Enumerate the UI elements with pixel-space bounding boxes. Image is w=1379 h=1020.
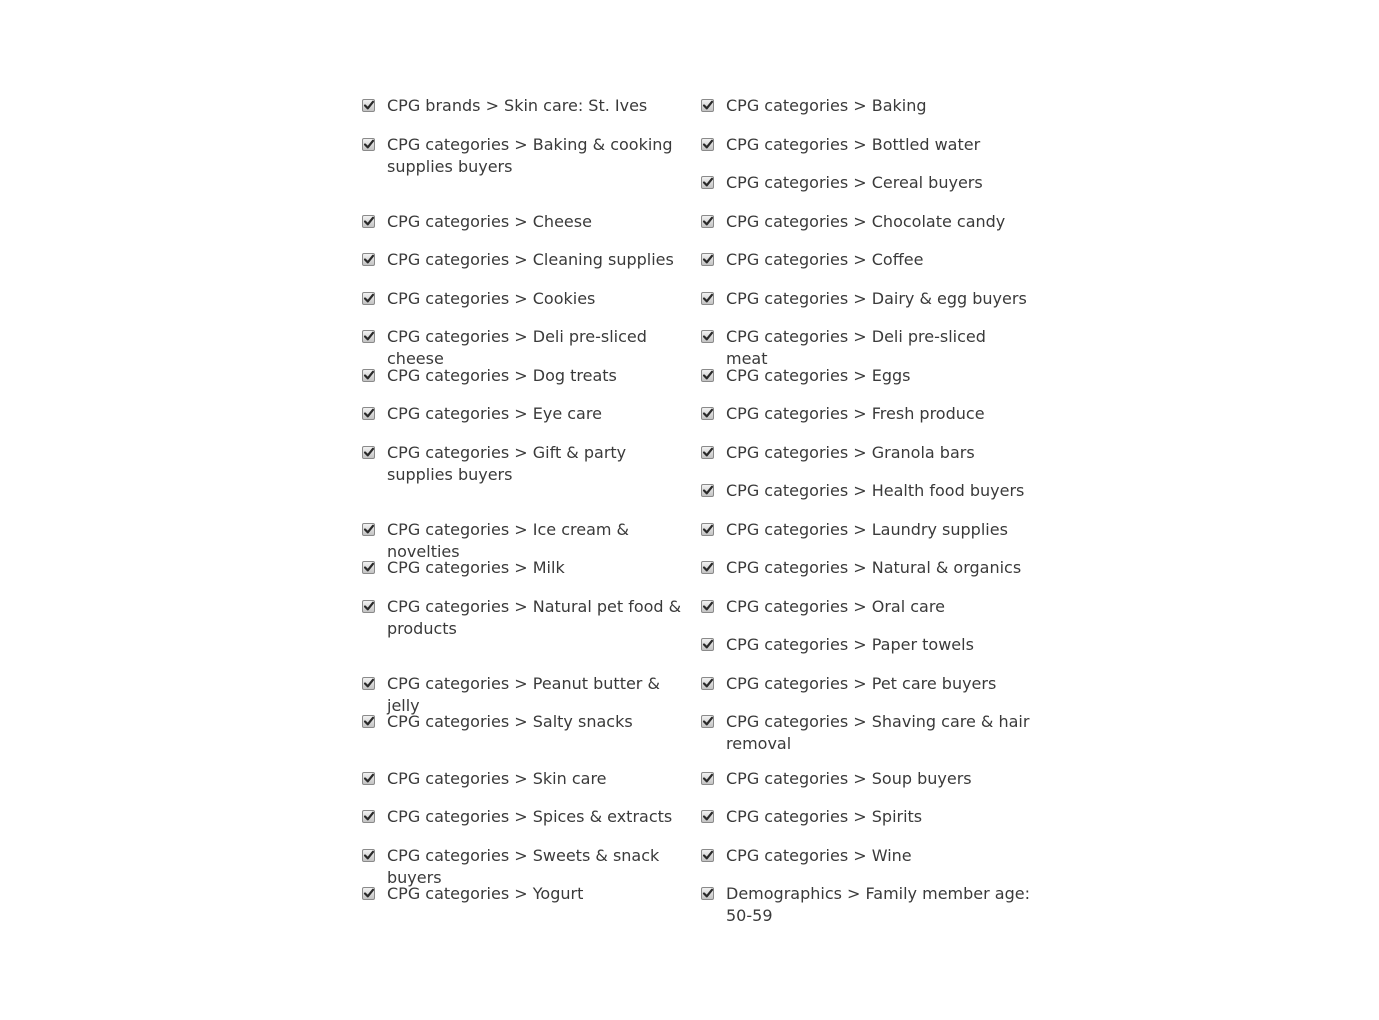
- checkbox[interactable]: [362, 810, 375, 823]
- checkbox[interactable]: [701, 253, 714, 266]
- checkbox-label: CPG categories > Shaving care & hair removal: [726, 712, 1030, 753]
- checkbox[interactable]: [701, 849, 714, 862]
- checkbox-item[interactable]: [362, 95, 692, 117]
- checkbox[interactable]: [701, 677, 714, 690]
- checkbox-item[interactable]: [362, 211, 692, 233]
- checkbox-item[interactable]: [362, 883, 692, 905]
- checkbox[interactable]: [362, 407, 375, 420]
- checkbox-label: CPG categories > Peanut butter & jelly: [387, 674, 660, 715]
- checkbox[interactable]: [362, 772, 375, 785]
- checkbox[interactable]: [701, 446, 714, 459]
- checkmark-icon: [701, 676, 715, 690]
- checkbox[interactable]: [701, 176, 714, 189]
- checkbox-item[interactable]: [362, 134, 692, 178]
- checkbox-item[interactable]: [362, 557, 692, 579]
- checkbox-item[interactable]: [362, 403, 692, 425]
- checkbox[interactable]: [362, 253, 375, 266]
- checkbox[interactable]: [362, 99, 375, 112]
- checkbox-label: CPG categories > Natural pet food & products: [387, 597, 682, 638]
- checkbox-item[interactable]: [701, 480, 1031, 502]
- checkbox-label: CPG categories > Dairy & egg buyers: [726, 289, 1027, 308]
- checkmark-icon: [701, 368, 715, 382]
- checkmark-icon: [701, 445, 715, 459]
- checkmark-icon: [701, 714, 715, 728]
- checkmark-icon: [701, 848, 715, 862]
- checkbox-item[interactable]: [701, 249, 1031, 271]
- checkbox-label: CPG categories > Soup buyers: [726, 769, 972, 788]
- checkbox-label: CPG categories > Coffee: [726, 250, 924, 269]
- checkbox-label: CPG categories > Baking: [726, 96, 927, 115]
- checkbox-item[interactable]: [362, 365, 692, 387]
- checkbox[interactable]: [701, 887, 714, 900]
- checkbox[interactable]: [362, 330, 375, 343]
- checkbox-label: CPG categories > Eggs: [726, 366, 911, 385]
- checkmark-icon: [362, 445, 376, 459]
- checkmark-icon: [701, 252, 715, 266]
- checkmark-icon: [701, 560, 715, 574]
- checkmark-icon: [362, 771, 376, 785]
- checkbox-label: CPG categories > Ice cream & novelties: [387, 520, 630, 561]
- checkbox-label: CPG categories > Paper towels: [726, 635, 974, 654]
- checkmark-icon: [362, 714, 376, 728]
- checkbox-item[interactable]: [701, 95, 1031, 117]
- checkbox[interactable]: [362, 215, 375, 228]
- checkbox-label: CPG categories > Sweets & snack buyers: [387, 846, 660, 887]
- checkbox[interactable]: [701, 523, 714, 536]
- checkbox-label: CPG categories > Yogurt: [387, 884, 584, 903]
- checkbox-label: CPG brands > Skin care: St. Ives: [387, 96, 648, 115]
- checkbox-item[interactable]: [362, 596, 692, 640]
- checkbox-item[interactable]: [362, 806, 692, 828]
- checkbox-label: CPG categories > Skin care: [387, 769, 607, 788]
- checkbox-item[interactable]: [701, 845, 1031, 867]
- checkbox-item[interactable]: [701, 634, 1031, 656]
- checkbox-item[interactable]: [701, 288, 1031, 310]
- checkmark-icon: [362, 368, 376, 382]
- checkbox[interactable]: [362, 292, 375, 305]
- checkbox-label: CPG categories > Oral care: [726, 597, 945, 616]
- checkmark-icon: [362, 886, 376, 900]
- checkmark-icon: [701, 522, 715, 536]
- checkbox-item[interactable]: [701, 883, 1031, 927]
- checkbox-item[interactable]: [362, 768, 692, 790]
- checkbox[interactable]: [701, 810, 714, 823]
- checkbox[interactable]: [362, 561, 375, 574]
- checkbox[interactable]: [701, 292, 714, 305]
- checkbox[interactable]: [701, 638, 714, 651]
- checkmark-icon: [362, 560, 376, 574]
- checkbox-item[interactable]: [701, 326, 1031, 370]
- checkbox-label: CPG categories > Cleaning supplies: [387, 250, 674, 269]
- checkmark-icon: [701, 637, 715, 651]
- checkbox[interactable]: [362, 600, 375, 613]
- checkbox-item[interactable]: [701, 711, 1031, 755]
- checkbox-label: CPG categories > Natural & organics: [726, 558, 1022, 577]
- checkmark-icon: [701, 175, 715, 189]
- checkmark-icon: [701, 886, 715, 900]
- checkbox-item[interactable]: [701, 557, 1031, 579]
- checkmark-icon: [701, 291, 715, 305]
- checkbox[interactable]: [701, 772, 714, 785]
- checkbox-label: CPG categories > Cookies: [387, 289, 596, 308]
- checkmark-icon: [362, 406, 376, 420]
- checkbox-item[interactable]: [701, 365, 1031, 387]
- checkmark-icon: [362, 291, 376, 305]
- checkbox-label: CPG categories > Chocolate candy: [726, 212, 1006, 231]
- checkbox-item[interactable]: [701, 673, 1031, 695]
- checkbox[interactable]: [701, 330, 714, 343]
- checkbox-label: CPG categories > Spirits: [726, 807, 923, 826]
- checkmark-icon: [362, 848, 376, 862]
- checkbox[interactable]: [362, 138, 375, 151]
- checkbox-item[interactable]: [701, 806, 1031, 828]
- checkbox-label: CPG categories > Gift & party supplies buyers: [387, 443, 627, 484]
- checkbox-label: CPG categories > Deli pre-sliced cheese: [387, 327, 647, 368]
- checkmark-icon: [701, 771, 715, 785]
- checkbox[interactable]: [362, 523, 375, 536]
- checkbox-item[interactable]: [362, 288, 692, 310]
- checkbox-label: CPG categories > Laundry supplies: [726, 520, 1008, 539]
- checkbox-item[interactable]: [701, 442, 1031, 464]
- checkmark-icon: [701, 137, 715, 151]
- checkbox-label: CPG categories > Eye care: [387, 404, 602, 423]
- checkbox[interactable]: [701, 715, 714, 728]
- checkbox[interactable]: [701, 369, 714, 382]
- checkbox-item[interactable]: [701, 596, 1031, 618]
- checkbox-label: CPG categories > Baking & cooking supplies buyers: [387, 135, 673, 176]
- checkmark-icon: [362, 252, 376, 266]
- checkbox-label: CPG categories > Granola bars: [726, 443, 975, 462]
- checkbox-label: CPG categories > Health food buyers: [726, 481, 1025, 500]
- checkbox-label: CPG categories > Milk: [387, 558, 565, 577]
- checkbox-label: CPG categories > Deli pre-sliced meat: [726, 327, 986, 368]
- checkmark-icon: [362, 809, 376, 823]
- checkmark-icon: [701, 809, 715, 823]
- checkbox-item[interactable]: [362, 442, 692, 486]
- checkbox-item[interactable]: [701, 134, 1031, 156]
- checkbox[interactable]: [701, 138, 714, 151]
- checkmark-icon: [362, 214, 376, 228]
- checkmark-icon: [701, 599, 715, 613]
- checkbox-item[interactable]: [701, 519, 1031, 541]
- checkbox[interactable]: [362, 369, 375, 382]
- checkbox[interactable]: [701, 561, 714, 574]
- checkbox-label: CPG categories > Wine: [726, 846, 912, 865]
- checkbox-label: CPG categories > Salty snacks: [387, 712, 633, 731]
- checkbox-item[interactable]: [362, 326, 692, 370]
- checkmark-icon: [701, 406, 715, 420]
- checkbox[interactable]: [362, 677, 375, 690]
- checkbox-item[interactable]: [362, 711, 692, 733]
- checkbox-label: CPG categories > Cereal buyers: [726, 173, 983, 192]
- checkbox-label: CPG categories > Cheese: [387, 212, 592, 231]
- checkbox-item[interactable]: [701, 403, 1031, 425]
- checkbox[interactable]: [362, 446, 375, 459]
- checkbox-label: Demographics > Family member age: 50-59: [726, 884, 1030, 925]
- checkbox-item[interactable]: [701, 211, 1031, 233]
- checkbox-label: CPG categories > Dog treats: [387, 366, 617, 385]
- checkmark-icon: [362, 522, 376, 536]
- checkbox[interactable]: [701, 215, 714, 228]
- checkmark-icon: [701, 98, 715, 112]
- checkbox-item[interactable]: [701, 172, 1031, 194]
- checkbox-item[interactable]: [701, 768, 1031, 790]
- checkbox[interactable]: [701, 484, 714, 497]
- checkbox[interactable]: [362, 887, 375, 900]
- checkmark-icon: [362, 329, 376, 343]
- checkmark-icon: [362, 676, 376, 690]
- checkbox[interactable]: [701, 407, 714, 420]
- checkbox[interactable]: [362, 849, 375, 862]
- checkbox-label: CPG categories > Spices & extracts: [387, 807, 673, 826]
- checkmark-icon: [362, 98, 376, 112]
- checkmark-icon: [701, 214, 715, 228]
- checkbox-label: CPG categories > Pet care buyers: [726, 674, 997, 693]
- checkbox-item[interactable]: [362, 249, 692, 271]
- checkbox-label: CPG categories > Bottled water: [726, 135, 981, 154]
- checkmark-icon: [701, 483, 715, 497]
- checkmark-icon: [362, 599, 376, 613]
- checkbox[interactable]: [701, 99, 714, 112]
- checkbox-label: CPG categories > Fresh produce: [726, 404, 985, 423]
- checkbox[interactable]: [362, 715, 375, 728]
- checkmark-icon: [362, 137, 376, 151]
- checkmark-icon: [701, 329, 715, 343]
- checkbox[interactable]: [701, 600, 714, 613]
